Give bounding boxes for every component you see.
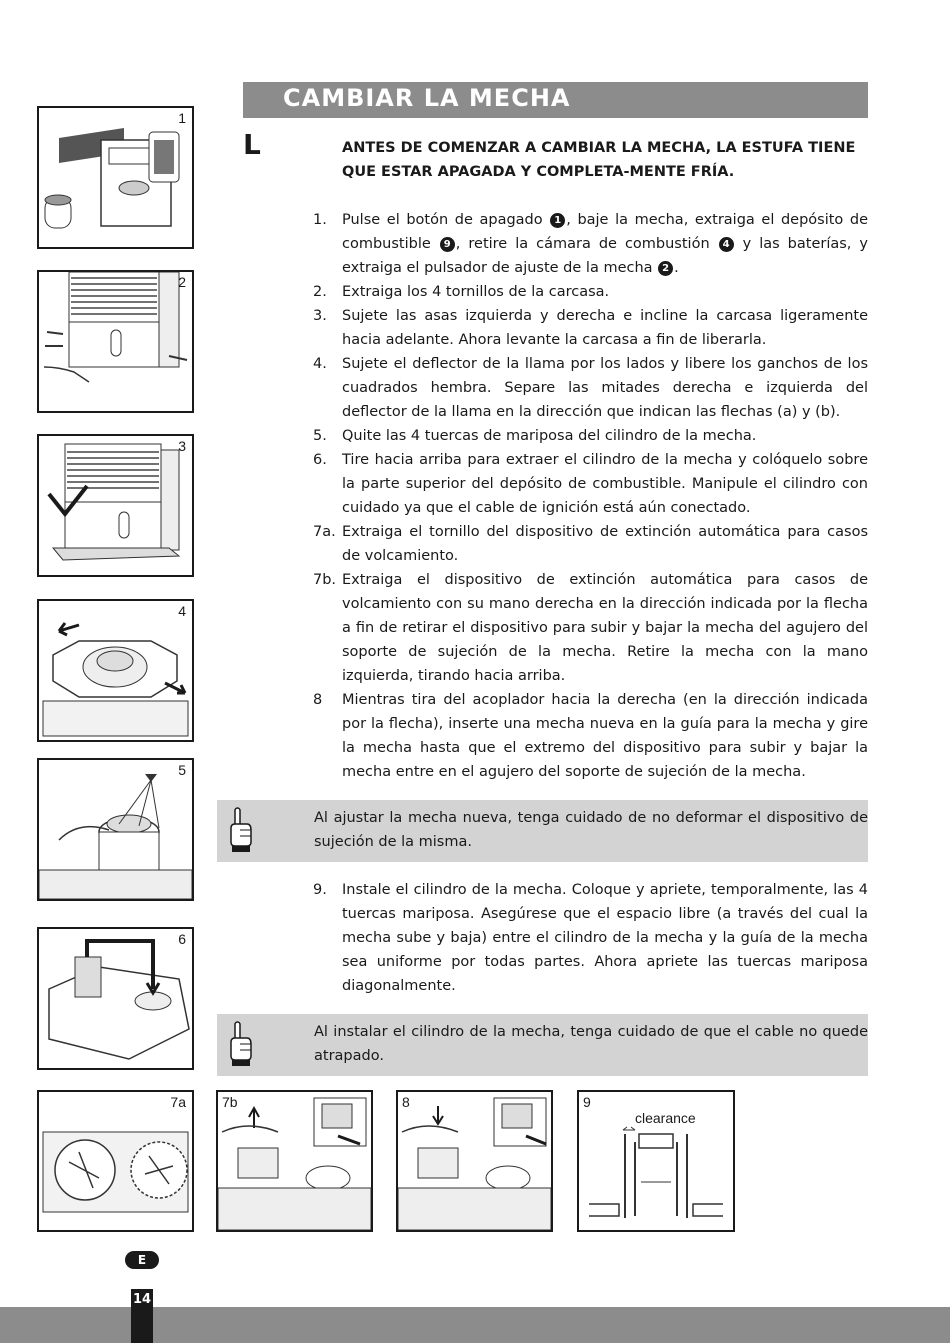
figure-8	[396, 1090, 553, 1232]
figure-label: 7a	[170, 1094, 186, 1110]
figure-7a	[37, 1090, 194, 1232]
step-text: Tire hacia arriba para extraer el cilindro de la mecha y colóquelo sobre la parte superior del depósito de combustible. Manipule el cilindro con cuidado ya que el cable de ignición está aún conectado.	[342, 452, 868, 516]
step-number: 4.	[313, 356, 327, 372]
figure-label: 6	[178, 931, 186, 947]
figure-label: 2	[178, 274, 186, 290]
step-text: Mientras tira del acoplador hacia la derecha (en la dirección indicada por la flecha), inserte una mecha nueva en la guía para la mecha y gire la mecha hasta que el extremo del dispositivo para subir y bajar la mecha entre en el agujero del soporte de sujeción de la mecha.	[342, 692, 868, 780]
step-8	[313, 688, 868, 784]
heater-illustration	[39, 272, 192, 411]
step-number: 6.	[313, 452, 327, 468]
step-7a	[313, 520, 868, 568]
step-number: 8	[313, 692, 323, 708]
step-list	[313, 208, 868, 784]
step-text: Sujete el deflector de la llama por los lados y libere los ganchos de los cuadrados hembra. Separe las mitades derecha e izquierda del deflector de la llama en la dirección que indican las flechas (a) y (b).	[342, 356, 868, 420]
note-text: Al instalar el cilindro de la mecha, tenga cuidado de que el cable no quede atrapado.	[314, 1024, 868, 1064]
figure-6	[37, 927, 194, 1070]
step-1	[313, 208, 868, 280]
note-text: Al ajustar la mecha nueva, tenga cuidado de no deformar el dispositivo de sujeción de la misma.	[314, 810, 868, 850]
step-3	[313, 304, 868, 352]
clearance-label: clearance	[635, 1110, 696, 1126]
figure-9	[577, 1090, 735, 1232]
wick-cylinder-illustration	[39, 760, 192, 899]
step-number: 1.	[313, 212, 327, 228]
step-text: Extraiga el dispositivo de extinción automática para casos de volcamiento con su mano derecha en la dirección indicada por la flecha a fin de retirar el dispositivo para subir y bajar la mecha del agujero del soporte de sujeción de la mecha. Retire la mecha con la mano izquierda, tirando hacia arriba.	[342, 572, 868, 684]
figure-3	[37, 434, 194, 577]
pointing-hand-icon	[227, 806, 253, 856]
step-7b	[313, 568, 868, 688]
section-title-bar	[243, 82, 868, 118]
wick-cylinder-illustration	[39, 929, 192, 1068]
section-letter: L	[243, 128, 261, 161]
figure-label: 5	[178, 762, 186, 778]
figure-2	[37, 270, 194, 413]
caution-note	[217, 1014, 868, 1076]
heater-illustration	[39, 436, 192, 575]
pointing-hand-icon	[227, 1020, 253, 1070]
step-5	[313, 424, 868, 448]
wick-removal-illustration	[218, 1092, 371, 1230]
step-number: 2.	[313, 284, 327, 300]
step-number: 7a.	[313, 524, 336, 540]
flame-deflector-illustration	[39, 601, 192, 740]
extinguisher-device-illustration	[39, 1092, 192, 1230]
step-number: 9.	[313, 882, 327, 898]
wick-insertion-illustration	[398, 1092, 551, 1230]
heater-illustration	[39, 108, 192, 247]
step-number: 7b.	[313, 572, 337, 588]
step-text: Instale el cilindro de la mecha. Coloque y apriete, temporalmente, las 4 tuercas mariposa. Asegúrese que el espacio libre (a través del cual la mecha sube y baja) entre el cilindro de la mecha y la guía de la mecha sea uniforme por todas partes. Ahora apriete las tuercas mariposa diagonalmente.	[342, 882, 868, 994]
caution-note	[217, 800, 868, 862]
page-title: CAMBIAR LA MECHA	[283, 84, 571, 112]
safety-warning: ANTES DE COMENZAR A CAMBIAR LA MECHA, LA ESTUFA TIENE QUE ESTAR APAGADA Y COMPLETA-MENTE FRÍA.	[342, 140, 856, 180]
figure-5	[37, 758, 194, 901]
step-text: Extraiga el tornillo del dispositivo de extinción automática para casos de volcamiento.	[342, 524, 868, 564]
figure-7b	[216, 1090, 373, 1232]
figure-label: 4	[178, 603, 186, 619]
figure-label: 9	[583, 1094, 591, 1110]
step-number: 5.	[313, 428, 327, 444]
part-number-badge: 1	[550, 213, 565, 228]
page-number: 14	[131, 1289, 153, 1343]
figure-label: 8	[402, 1094, 410, 1110]
figure-4	[37, 599, 194, 742]
figure-1	[37, 106, 194, 249]
step-number: 3.	[313, 308, 327, 324]
language-badge: E	[125, 1251, 159, 1269]
figure-label: 3	[178, 438, 186, 454]
step-9	[313, 878, 868, 998]
figure-label: 1	[178, 110, 186, 126]
step-list-continued	[313, 878, 868, 998]
part-number-badge: 9	[440, 237, 455, 252]
step-text: Sujete las asas izquierda y derecha e incline la carcasa ligeramente hacia adelante. Ahora levante la carcasa a fin de liberarla.	[342, 308, 868, 348]
step-text: Pulse el botón de apagado 1 , baje la mecha, extraiga el depósito de combustible 9 , retire la cámara de combustión 4 y las baterías, y extraiga el pulsador de ajuste de la mecha 2 .	[342, 212, 869, 276]
figure-label: 7b	[222, 1094, 238, 1110]
step-2	[313, 280, 868, 304]
step-text: Extraiga los 4 tornillos de la carcasa.	[342, 284, 610, 300]
part-number-badge: 2	[658, 261, 673, 276]
step-text: Quite las 4 tuercas de mariposa del cilindro de la mecha.	[342, 428, 757, 444]
step-6	[313, 448, 868, 520]
part-number-badge: 4	[719, 237, 734, 252]
step-4	[313, 352, 868, 424]
